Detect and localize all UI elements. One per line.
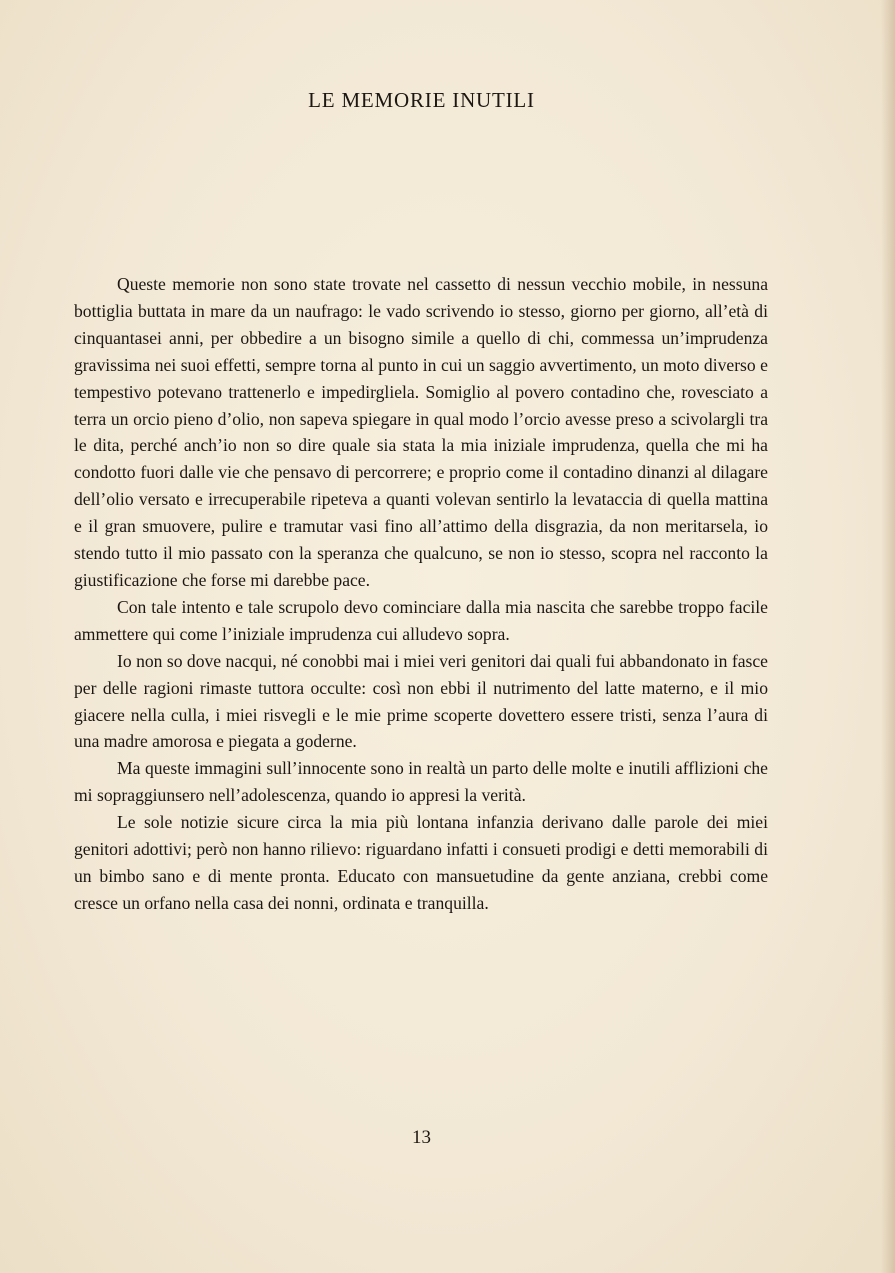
paragraph-1: Queste memorie non sono state trovate nel cassetto di nessun vecchio mobile, in nessuna bottiglia buttata in mare da un naufrago: le vado scrivendo io stesso, giorno per giorno, all’età di cinquantasei anni, per obbedire a un bisogno simile a quello di chi, commessa un’imprudenza gravissima nei suoi effetti, sempre torna al punto in cui un saggio avvertimento, un moto diverso e tempestivo potevano trattenerlo e impedirgliela. Somiglio al povero contadino che, rovesciato a terra un orcio pieno d’olio, non sapeva spiegare in qual modo l’orcio avesse preso a scivolargli tra le dita, perché anch’io non so dire quale sia stata la mia iniziale imprudenza, quella che mi ha condotto fuori dalle vie che pensavo di percorrere; e proprio come il contadino dinanzi al dilagare dell’olio versato e irrecuperabile ripeteva a quanti volevan sentirlo la levataccia di quella mattina e il gran smuovere, pulire e tramutar vasi fino all’attimo della disgrazia, da non meritarsela, io stendo tutto il mio passato con la speranza che qualcuno, se non io stesso, scopra nel racconto la giustificazione che forse mi darebbe pace.: [74, 274, 768, 590]
chapter-title: LE MEMORIE INUTILI: [308, 88, 535, 112]
paragraph-3: Io non so dove nacqui, né conobbi mai i miei veri genitori dai quali fui abbandonato in fasce per delle ragioni rimaste tuttora occulte: così non ebbi il nutrimento del latte materno, e il mio giacere nella culla, i miei risvegli e le mie prime scoperte dovettero essere tristi, senza l’aura di una madre amorosa e piegata a goderne.: [74, 650, 768, 752]
paragraph-2: Con tale intento e tale scrupolo devo cominciare dalla mia nascita che sarebbe troppo facile ammettere qui come l’iniziale imprudenza cui alludevo sopra.: [74, 596, 768, 644]
page-number: 13: [412, 1127, 431, 1148]
paragraph-5: Le sole notizie sicure circa la mia più lontana infanzia derivano dalle parole dei miei genitori adottivi; però non hanno rilievo: riguardano infatti i consueti prodigi e detti memorabili di un bimbo sano e di mente pronta. Educato con mansuetudine da gente anziana, crebbi come cresce un orfano nella casa dei nonni, ordinata e tranquilla.: [74, 812, 768, 913]
paragraph-4: Ma queste immagini sull’innocente sono in realtà un parto delle molte e inutili afflizioni che mi sopraggiunsero nell’adolescenza, quando io appresi la verità.: [74, 758, 768, 806]
body-text: [74, 271, 768, 917]
page-edge-shadow: [881, 0, 895, 1273]
